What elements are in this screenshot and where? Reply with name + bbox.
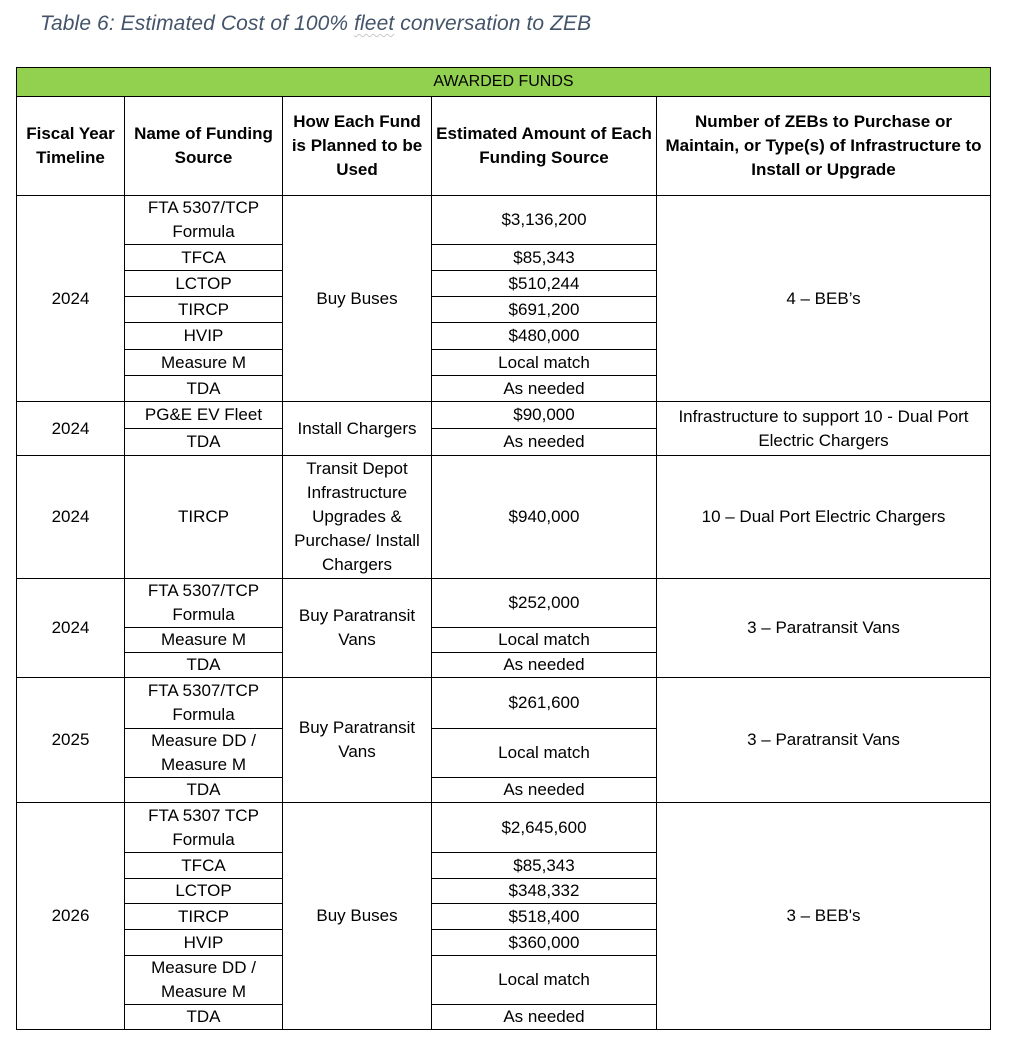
amount-cell: $691,200: [432, 297, 657, 323]
zeb-count-cell: 4 – BEB’s: [657, 196, 991, 402]
table-body: [17, 196, 991, 1030]
amount-cell: $85,343: [432, 245, 657, 271]
fiscal-year-cell: 2024: [17, 579, 125, 678]
amount-cell: $518,400: [432, 904, 657, 930]
header-estimated-amount: Estimated Amount of Each Funding Source: [432, 97, 657, 196]
fund-usage-cell: Buy Buses: [283, 196, 432, 402]
fund-usage-cell: Buy Buses: [283, 803, 432, 1030]
funding-source-cell: Measure M: [125, 628, 283, 653]
funding-source-cell: Measure DD / Measure M: [125, 956, 283, 1005]
amount-cell: $480,000: [432, 323, 657, 350]
amount-cell: $252,000: [432, 579, 657, 628]
funding-source-cell: FTA 5307/TCP Formula: [125, 579, 283, 628]
caption-flagged-word: fleet: [354, 12, 395, 35]
table-row: [17, 579, 991, 628]
funding-source-cell: FTA 5307 TCP Formula: [125, 803, 283, 853]
zeb-count-cell: 3 – BEB's: [657, 803, 991, 1030]
amount-cell: As needed: [432, 653, 657, 678]
funding-source-cell: TFCA: [125, 853, 283, 879]
amount-cell: Local match: [432, 628, 657, 653]
funding-source-cell: TDA: [125, 1005, 283, 1030]
awarded-funds-table: [16, 67, 991, 1030]
table-row: [17, 678, 991, 729]
funding-source-cell: HVIP: [125, 930, 283, 956]
header-fiscal-year: Fiscal Year Timeline: [17, 97, 125, 196]
header-fund-usage: How Each Fund is Planned to be Used: [283, 97, 432, 196]
table-row: [17, 196, 991, 245]
amount-cell: $85,343: [432, 853, 657, 879]
fiscal-year-cell: 2024: [17, 196, 125, 402]
funding-source-cell: Measure DD / Measure M: [125, 729, 283, 778]
header-funding-source: Name of Funding Source: [125, 97, 283, 196]
amount-cell: $90,000: [432, 402, 657, 429]
fund-usage-cell: Buy Paratransit Vans: [283, 579, 432, 678]
fiscal-year-cell: 2026: [17, 803, 125, 1030]
fiscal-year-cell: 2025: [17, 678, 125, 803]
amount-cell: Local match: [432, 729, 657, 778]
funding-source-cell: TIRCP: [125, 297, 283, 323]
funding-source-cell: TDA: [125, 376, 283, 402]
funding-source-cell: FTA 5307/TCP Formula: [125, 678, 283, 729]
funding-source-cell: PG&E EV Fleet: [125, 402, 283, 429]
amount-cell: Local match: [432, 956, 657, 1005]
amount-cell: $510,244: [432, 271, 657, 297]
funding-source-cell: TIRCP: [125, 456, 283, 579]
zeb-count-cell: 10 – Dual Port Electric Chargers: [657, 456, 991, 579]
caption-prefix: Table 6: Estimated Cost of 100%: [40, 12, 355, 35]
amount-cell: $3,136,200: [432, 196, 657, 245]
table-row: [17, 456, 991, 579]
amount-cell: $261,600: [432, 678, 657, 729]
funding-source-cell: TDA: [125, 429, 283, 456]
amount-cell: $360,000: [432, 930, 657, 956]
caption-suffix: conversation to ZEB: [394, 12, 592, 35]
funding-source-cell: LCTOP: [125, 271, 283, 297]
fund-usage-cell: Buy Paratransit Vans: [283, 678, 432, 803]
amount-cell: $348,332: [432, 879, 657, 904]
fund-usage-cell: Transit Depot Infrastructure Upgrades & Purchase/ Install Chargers: [283, 456, 432, 579]
amount-cell: $2,645,600: [432, 803, 657, 853]
amount-cell: As needed: [432, 778, 657, 803]
fiscal-year-cell: 2024: [17, 456, 125, 579]
amount-cell: As needed: [432, 1005, 657, 1030]
funding-source-cell: FTA 5307/TCP Formula: [125, 196, 283, 245]
funding-source-cell: TFCA: [125, 245, 283, 271]
table-caption: [40, 12, 591, 36]
zeb-count-cell: 3 – Paratransit Vans: [657, 579, 991, 678]
funding-source-cell: TDA: [125, 778, 283, 803]
awarded-funds-banner: AWARDED FUNDS: [17, 68, 991, 97]
amount-cell: Local match: [432, 350, 657, 376]
zeb-count-cell: Infrastructure to support 10 - Dual Port Electric Chargers: [657, 402, 991, 456]
fiscal-year-cell: 2024: [17, 402, 125, 456]
funding-source-cell: Measure M: [125, 350, 283, 376]
funding-source-cell: LCTOP: [125, 879, 283, 904]
amount-cell: $940,000: [432, 456, 657, 579]
amount-cell: As needed: [432, 429, 657, 456]
amount-cell: As needed: [432, 376, 657, 402]
table-row: [17, 402, 991, 429]
zeb-count-cell: 3 – Paratransit Vans: [657, 678, 991, 803]
table-row: [17, 803, 991, 853]
header-zeb-count: Number of ZEBs to Purchase or Maintain, or Type(s) of Infrastructure to Install or Upgrade: [657, 97, 991, 196]
funding-source-cell: TDA: [125, 653, 283, 678]
fund-usage-cell: Install Chargers: [283, 402, 432, 456]
funding-source-cell: HVIP: [125, 323, 283, 350]
funding-source-cell: TIRCP: [125, 904, 283, 930]
